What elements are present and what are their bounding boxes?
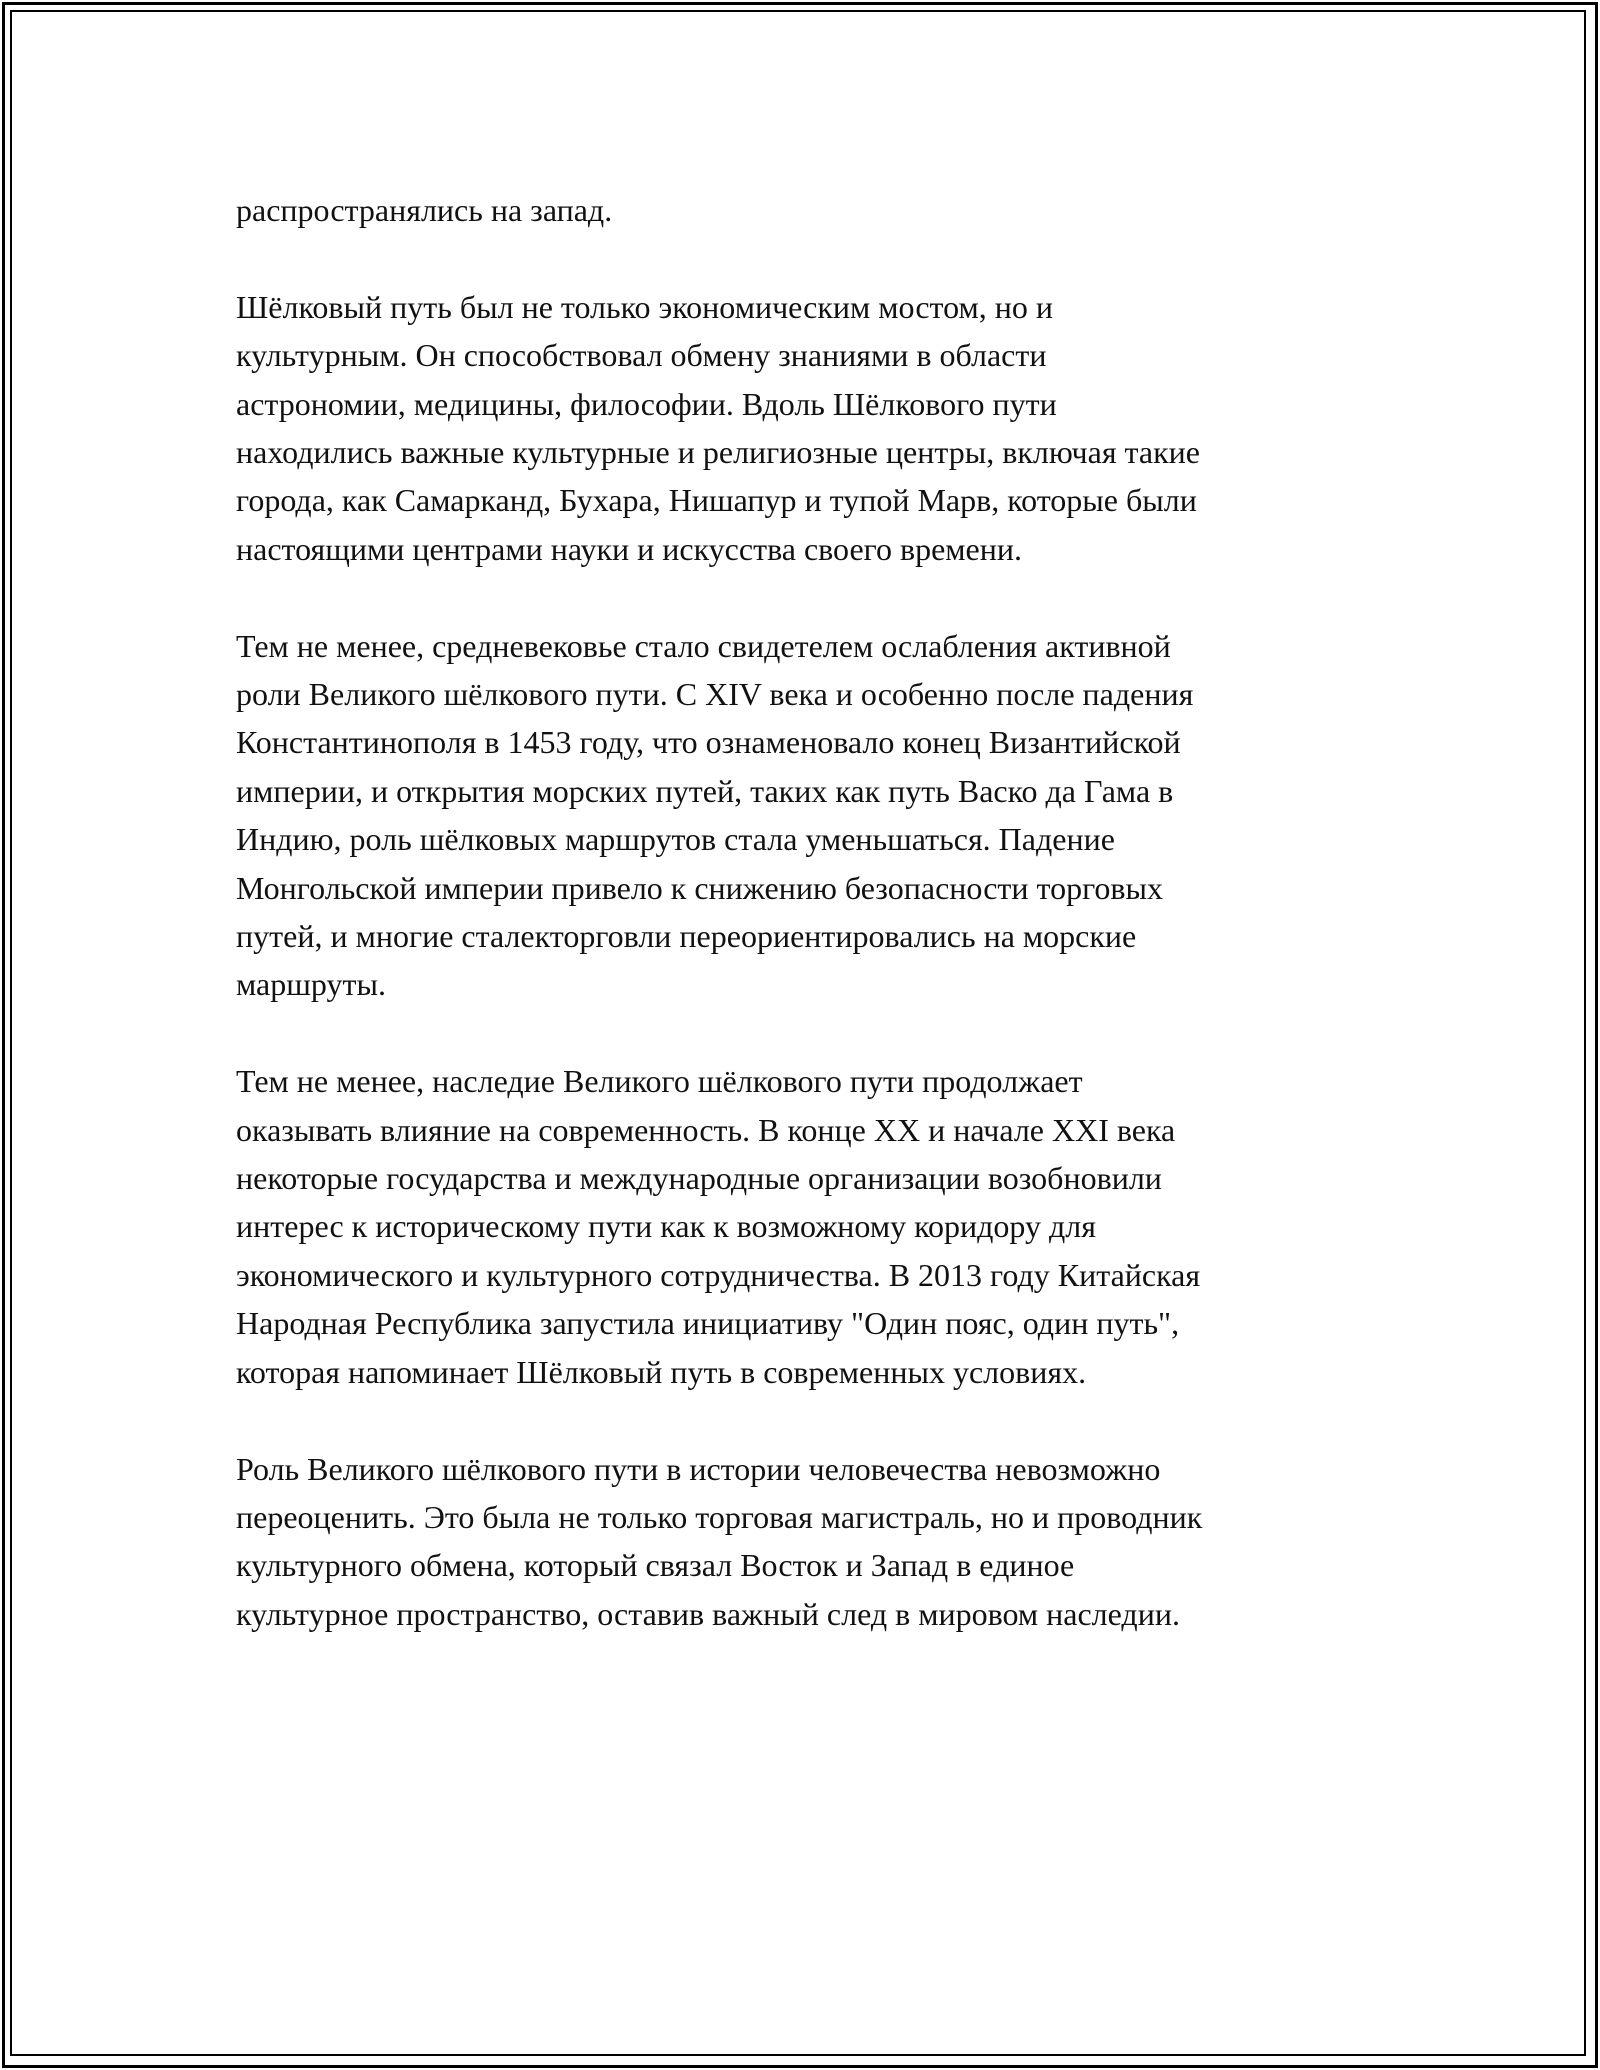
paragraph-4: Тем не менее, наследие Великого шёлкового пути продолжает оказывать влияние на современность. В конце XX и начале XXI века некоторые государства и международные организации возобновили интерес к историческому пути как к возможному коридору для экономического и культурного сотрудничества. В 2013 году Китайская Народная Республика запустила инициативу "Один пояс, один путь", которая напоминает Шёлковый путь в современных условиях. (236, 1063, 1201, 1390)
paragraph-5: Роль Великого шёлкового пути в истории человечества невозможно переоценить. Это была не только торговая магистраль, но и проводник культурного обмена, который связал Восток и Запад в единое культурное пространство, оставив важный след в мировом наследии. (236, 1450, 1203, 1632)
paragraph-2: Шёлковый путь был не только экономическим мостом, но и культурным. Он способствовал обмену знаниями в области астрономии, медицины, философии. Вдоль Шёлкового пути находились важные культурные и религиозные центры, включая такие города, как Самарканд, Бухара, Нишапур и тупой Марв, которые были настоящими центрами науки и искусства своего времени. (236, 288, 1200, 567)
paragraph-3: Тем не менее, средневековье стало свидетелем ослабления активной роли Великого шёлкового пути. С XIV века и особенно после падения Константинополя в 1453 году, что ознаменовало конец Византийской империи, и открытия морских путей, таких как путь Васко да Гама в Индию, роль шёлковых маршрутов стала уменьшаться. Падение Монгольской империи привело к снижению безопасности торговых путей, и многие сталекторговли переориентировались на морские маршруты. (236, 627, 1194, 1003)
paragraph-1: распространялись на запад. (236, 192, 613, 228)
document-body (236, 186, 1376, 1687)
